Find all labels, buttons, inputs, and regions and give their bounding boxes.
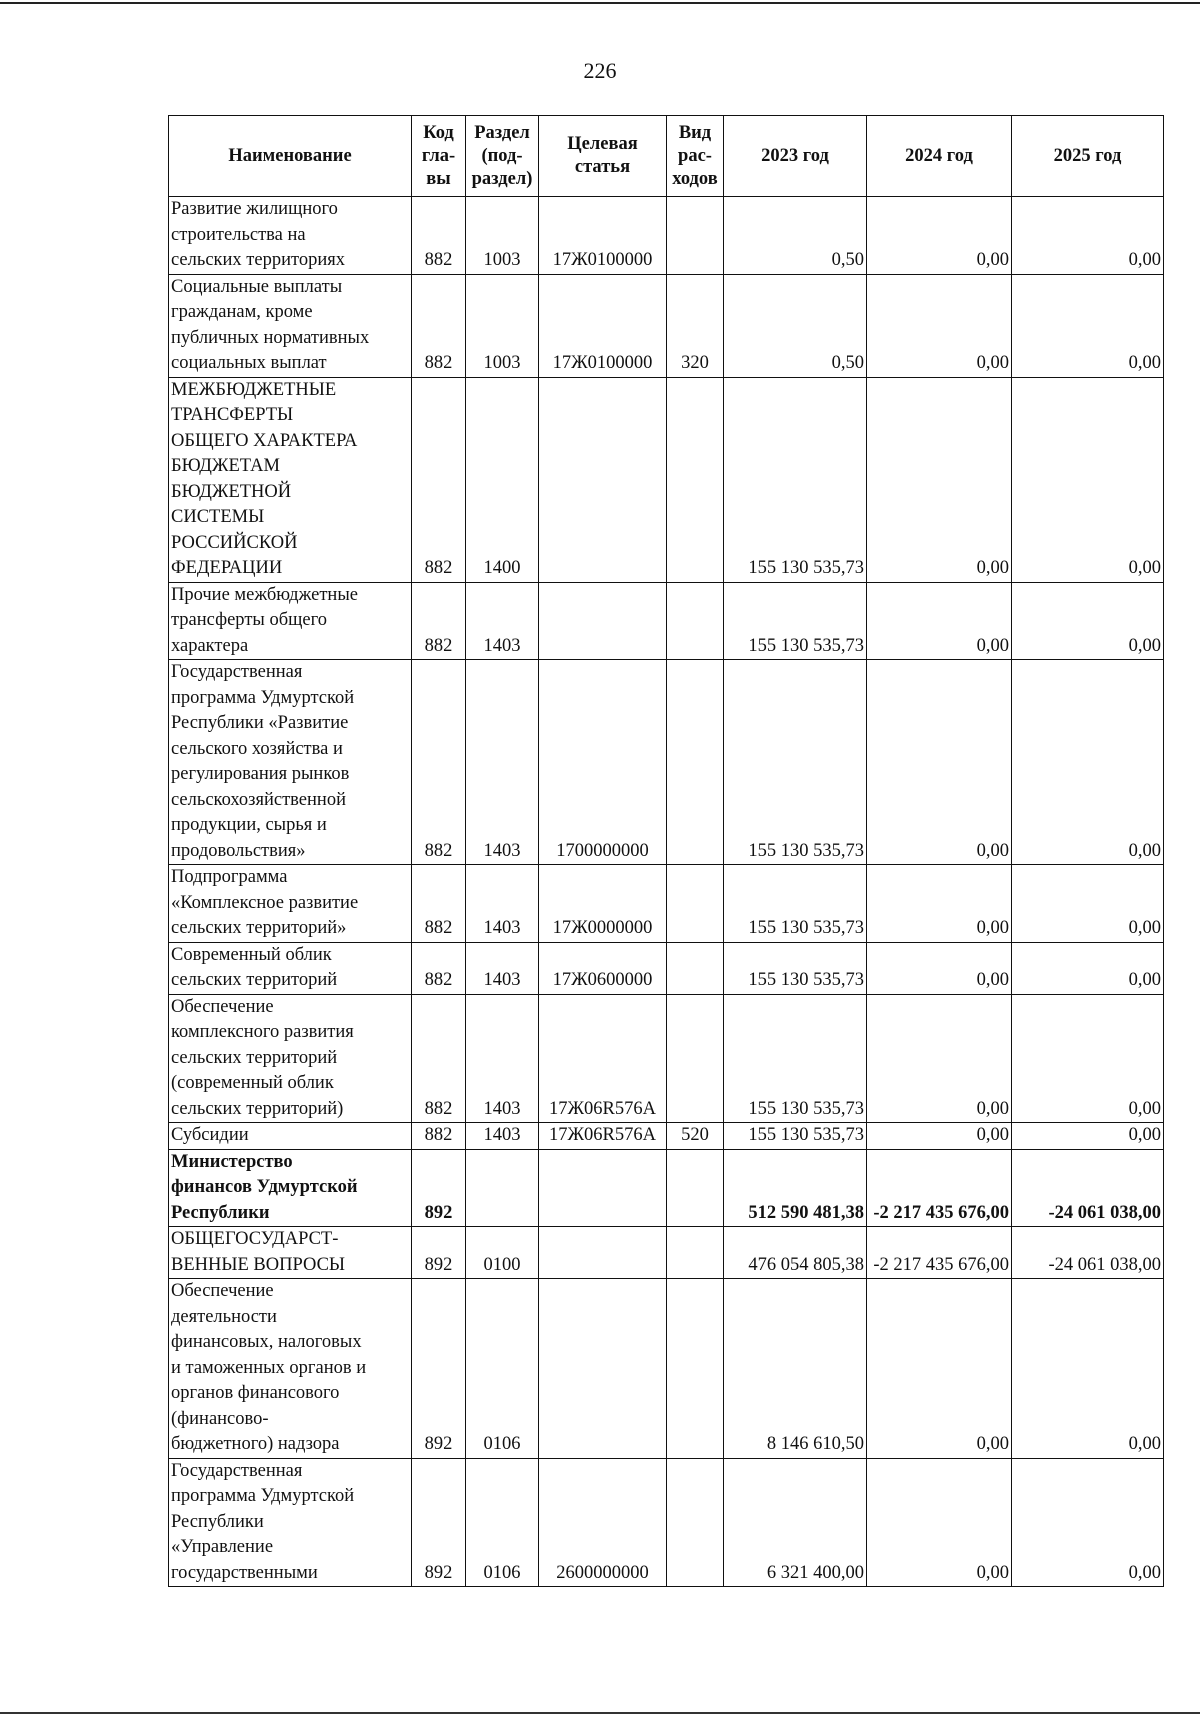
cell-expense-type bbox=[667, 660, 724, 865]
cell-amount-2024: 0,00 bbox=[867, 1279, 1012, 1459]
cell-target-article: 17Ж0000000 bbox=[539, 865, 667, 943]
table-row bbox=[169, 660, 1164, 865]
cell-amount-2023: 155 130 535,73 bbox=[724, 582, 867, 660]
cell-section bbox=[466, 1149, 539, 1227]
cell-chapter-code: 892 bbox=[412, 1149, 466, 1227]
header-chapter-line: вы bbox=[426, 168, 451, 189]
cell-chapter-code: 882 bbox=[412, 197, 466, 275]
table-row bbox=[169, 274, 1164, 377]
cell-name-line: СИСТЕМЫ bbox=[171, 507, 265, 527]
cell-name-line: сельскохозяйственной bbox=[171, 789, 346, 810]
cell-name-line: Подпрограмма bbox=[171, 867, 288, 887]
cell-amount-2023: 155 130 535,73 bbox=[724, 994, 867, 1123]
cell-target-article bbox=[539, 1227, 667, 1279]
cell-amount-2023: 8 146 610,50 bbox=[724, 1279, 867, 1459]
cell-name-line: Прочие межбюджетные bbox=[171, 584, 358, 605]
cell-name-line: Министерство bbox=[171, 1151, 293, 1172]
cell-name-line: программа Удмуртской bbox=[171, 1486, 355, 1506]
cell-target-article bbox=[539, 1149, 667, 1227]
cell-expense-type bbox=[667, 377, 724, 582]
cell-amount-2025: -24 061 038,00 bbox=[1012, 1149, 1164, 1227]
cell-expense-type: 520 bbox=[667, 1123, 724, 1150]
cell-amount-2024: 0,00 bbox=[867, 582, 1012, 660]
cell-chapter-code: 882 bbox=[412, 865, 466, 943]
cell-amount-2023: 155 130 535,73 bbox=[724, 1123, 867, 1150]
cell-name-line: сельских территорий» bbox=[171, 918, 347, 938]
header-section-line: Раздел bbox=[474, 122, 530, 143]
cell-chapter-code: 892 bbox=[412, 1458, 466, 1587]
cell-amount-2025: 0,00 bbox=[1012, 1279, 1164, 1459]
cell-name-line: деятельности bbox=[171, 1306, 277, 1327]
cell-chapter-code: 882 bbox=[412, 994, 466, 1123]
header-year-2023: 2023 год bbox=[724, 116, 867, 197]
cell-amount-2023: 155 130 535,73 bbox=[724, 377, 867, 582]
table-header-row bbox=[169, 116, 1164, 197]
cell-chapter-code: 892 bbox=[412, 1279, 466, 1459]
cell-amount-2023: 155 130 535,73 bbox=[724, 942, 867, 994]
cell-name-line: сельского хозяйства и bbox=[171, 738, 343, 759]
cell-name-line: Социальные выплаты bbox=[171, 276, 343, 297]
header-type-line: ходов bbox=[672, 168, 718, 189]
cell-name-line: «Комплексное развитие bbox=[171, 892, 359, 913]
cell-section: 1003 bbox=[466, 197, 539, 275]
cell-name bbox=[169, 582, 412, 660]
cell-amount-2023: 0,50 bbox=[724, 197, 867, 275]
cell-amount-2025: 0,00 bbox=[1012, 582, 1164, 660]
header-section bbox=[466, 116, 539, 197]
cell-amount-2024: -2 217 435 676,00 bbox=[867, 1227, 1012, 1279]
cell-amount-2025: -24 061 038,00 bbox=[1012, 1227, 1164, 1279]
table-row bbox=[169, 582, 1164, 660]
table-row bbox=[169, 1149, 1164, 1227]
header-target-line: Целевая bbox=[567, 134, 638, 154]
cell-expense-type bbox=[667, 197, 724, 275]
cell-name-line: (современный облик bbox=[171, 1073, 334, 1093]
cell-name bbox=[169, 377, 412, 582]
header-target-line: статья bbox=[574, 157, 631, 177]
cell-name-line: Государственная bbox=[171, 1460, 303, 1481]
cell-chapter-code: 882 bbox=[412, 942, 466, 994]
cell-name-line: Субсидии bbox=[171, 1125, 249, 1145]
header-chapter-line: гла- bbox=[421, 145, 456, 166]
cell-amount-2024: 0,00 bbox=[867, 994, 1012, 1123]
cell-amount-2024: 0,00 bbox=[867, 197, 1012, 275]
cell-name bbox=[169, 660, 412, 865]
cell-chapter-code: 892 bbox=[412, 1227, 466, 1279]
cell-target-article: 17Ж0100000 bbox=[539, 197, 667, 275]
cell-section: 1403 bbox=[466, 1123, 539, 1150]
header-type-line: Вид bbox=[678, 122, 712, 143]
bottom-border-line bbox=[0, 1712, 1200, 1714]
cell-name bbox=[169, 197, 412, 275]
cell-name-line: Республики bbox=[171, 1511, 264, 1532]
cell-target-article: 1700000000 bbox=[539, 660, 667, 865]
cell-name-line: БЮДЖЕТНОЙ bbox=[171, 481, 292, 502]
cell-amount-2023: 6 321 400,00 bbox=[724, 1458, 867, 1587]
cell-amount-2025: 0,00 bbox=[1012, 660, 1164, 865]
cell-target-article: 17Ж0600000 bbox=[539, 942, 667, 994]
cell-target-article: 2600000000 bbox=[539, 1458, 667, 1587]
cell-name-line: органов финансового bbox=[171, 1383, 340, 1403]
cell-name bbox=[169, 274, 412, 377]
cell-name-line: характера bbox=[171, 635, 249, 656]
cell-chapter-code: 882 bbox=[412, 660, 466, 865]
cell-target-article bbox=[539, 582, 667, 660]
cell-chapter-code: 882 bbox=[412, 582, 466, 660]
cell-section: 1403 bbox=[466, 942, 539, 994]
cell-amount-2024: 0,00 bbox=[867, 942, 1012, 994]
cell-name-line: гражданам, кроме bbox=[171, 302, 313, 322]
cell-name-line: сельских территорий bbox=[171, 1047, 338, 1068]
cell-name-line: ТРАНСФЕРТЫ bbox=[171, 405, 294, 425]
table-body bbox=[169, 197, 1164, 1587]
budget-table bbox=[168, 115, 1164, 1587]
cell-name-line: трансферты общего bbox=[171, 610, 327, 630]
cell-target-article: 17Ж0100000 bbox=[539, 274, 667, 377]
cell-expense-type bbox=[667, 582, 724, 660]
cell-amount-2023: 476 054 805,38 bbox=[724, 1227, 867, 1279]
cell-name-line: ФЕДЕРАЦИИ bbox=[171, 558, 283, 578]
cell-name-line: Республики «Развитие bbox=[171, 713, 349, 733]
cell-chapter-code: 882 bbox=[412, 274, 466, 377]
cell-amount-2023: 0,50 bbox=[724, 274, 867, 377]
top-border-line bbox=[0, 2, 1200, 4]
cell-name-line: Обеспечение bbox=[171, 1281, 274, 1301]
cell-name-line: ВЕННЫЕ ВОПРОСЫ bbox=[171, 1254, 346, 1275]
header-year-2025: 2025 год bbox=[1012, 116, 1164, 197]
cell-expense-type: 320 bbox=[667, 274, 724, 377]
cell-name-line: социальных выплат bbox=[171, 353, 327, 373]
cell-section: 1403 bbox=[466, 865, 539, 943]
cell-amount-2025: 0,00 bbox=[1012, 994, 1164, 1123]
cell-name bbox=[169, 994, 412, 1123]
cell-section: 0106 bbox=[466, 1279, 539, 1459]
cell-name-line: (финансово- bbox=[171, 1408, 269, 1429]
cell-amount-2025: 0,00 bbox=[1012, 865, 1164, 943]
cell-name-line: Республики bbox=[171, 1202, 270, 1223]
cell-section: 1403 bbox=[466, 660, 539, 865]
cell-name-line: сельских территориях bbox=[171, 250, 345, 270]
cell-amount-2024: 0,00 bbox=[867, 660, 1012, 865]
cell-amount-2023: 155 130 535,73 bbox=[724, 660, 867, 865]
cell-name-line: бюджетного) надзора bbox=[171, 1434, 340, 1454]
table-row bbox=[169, 1123, 1164, 1150]
cell-name-line: «Управление bbox=[171, 1537, 274, 1557]
cell-section: 1400 bbox=[466, 377, 539, 582]
cell-section: 1403 bbox=[466, 582, 539, 660]
cell-name-line: БЮДЖЕТАМ bbox=[171, 456, 280, 476]
header-chapter-code bbox=[412, 116, 466, 197]
cell-name-line: государственными bbox=[171, 1562, 318, 1583]
cell-amount-2024: 0,00 bbox=[867, 1123, 1012, 1150]
cell-section: 0100 bbox=[466, 1227, 539, 1279]
cell-target-article: 17Ж06R576A bbox=[539, 1123, 667, 1150]
table-row bbox=[169, 942, 1164, 994]
cell-name-line: Обеспечение bbox=[171, 996, 274, 1017]
header-name: Наименование bbox=[169, 116, 412, 197]
table-row bbox=[169, 994, 1164, 1123]
cell-amount-2025: 0,00 bbox=[1012, 1458, 1164, 1587]
cell-section: 1003 bbox=[466, 274, 539, 377]
cell-section: 0106 bbox=[466, 1458, 539, 1587]
cell-name-line: регулирования рынков bbox=[171, 764, 350, 784]
cell-name-line: программа Удмуртской bbox=[171, 687, 355, 708]
cell-expense-type bbox=[667, 994, 724, 1123]
table-row bbox=[169, 1458, 1164, 1587]
table-row bbox=[169, 865, 1164, 943]
cell-name bbox=[169, 865, 412, 943]
table-row bbox=[169, 197, 1164, 275]
cell-target-article: 17Ж06R576A bbox=[539, 994, 667, 1123]
cell-name-line: Современный облик bbox=[171, 944, 332, 965]
cell-target-article bbox=[539, 1279, 667, 1459]
cell-name bbox=[169, 942, 412, 994]
cell-name-line: строительства на bbox=[171, 224, 306, 245]
cell-name-line: Государственная bbox=[171, 662, 303, 682]
cell-name bbox=[169, 1149, 412, 1227]
cell-name-line: продовольствия» bbox=[171, 840, 306, 861]
header-year-2024: 2024 год bbox=[867, 116, 1012, 197]
header-chapter-line: Код bbox=[423, 122, 454, 143]
cell-name bbox=[169, 1123, 412, 1150]
header-expense-type bbox=[667, 116, 724, 197]
cell-expense-type bbox=[667, 1279, 724, 1459]
cell-amount-2025: 0,00 bbox=[1012, 942, 1164, 994]
cell-name-line: финансов Удмуртской bbox=[171, 1177, 358, 1197]
cell-amount-2024: -2 217 435 676,00 bbox=[867, 1149, 1012, 1227]
cell-expense-type bbox=[667, 865, 724, 943]
cell-name-line: ОБЩЕГО ХАРАКТЕРА bbox=[171, 430, 358, 451]
cell-name-line: комплексного развития bbox=[171, 1022, 354, 1042]
cell-expense-type bbox=[667, 1227, 724, 1279]
cell-amount-2025: 0,00 bbox=[1012, 377, 1164, 582]
cell-amount-2024: 0,00 bbox=[867, 865, 1012, 943]
cell-expense-type bbox=[667, 1149, 724, 1227]
cell-expense-type bbox=[667, 1458, 724, 1587]
cell-amount-2023: 512 590 481,38 bbox=[724, 1149, 867, 1227]
cell-amount-2025: 0,00 bbox=[1012, 197, 1164, 275]
cell-name-line: финансовых, налоговых bbox=[171, 1332, 362, 1352]
cell-name-line: сельских территорий bbox=[171, 970, 338, 990]
header-type-line: рас- bbox=[678, 145, 712, 166]
cell-amount-2024: 0,00 bbox=[867, 1458, 1012, 1587]
page-number: 226 bbox=[583, 58, 617, 83]
table-row bbox=[169, 377, 1164, 582]
cell-name-line: РОССИЙСКОЙ bbox=[171, 532, 298, 553]
cell-amount-2025: 0,00 bbox=[1012, 274, 1164, 377]
cell-section: 1403 bbox=[466, 994, 539, 1123]
cell-name-line: Развитие жилищного bbox=[171, 199, 338, 219]
cell-target-article bbox=[539, 377, 667, 582]
table-row bbox=[169, 1227, 1164, 1279]
cell-amount-2024: 0,00 bbox=[867, 274, 1012, 377]
cell-name bbox=[169, 1227, 412, 1279]
cell-amount-2024: 0,00 bbox=[867, 377, 1012, 582]
cell-name-line: продукции, сырья и bbox=[171, 815, 327, 835]
cell-expense-type bbox=[667, 942, 724, 994]
cell-name bbox=[169, 1279, 412, 1459]
cell-name-line: публичных нормативных bbox=[171, 327, 370, 348]
header-section-line: (под- bbox=[481, 145, 523, 166]
cell-name-line: сельских территорий) bbox=[171, 1098, 344, 1119]
cell-amount-2023: 155 130 535,73 bbox=[724, 865, 867, 943]
cell-chapter-code: 882 bbox=[412, 377, 466, 582]
cell-chapter-code: 882 bbox=[412, 1123, 466, 1150]
header-target-article bbox=[539, 116, 667, 197]
cell-name bbox=[169, 1458, 412, 1587]
cell-name-line: и таможенных органов и bbox=[171, 1357, 367, 1378]
cell-name-line: ОБЩЕГОСУДАРСТ- bbox=[171, 1229, 339, 1249]
header-section-line: раздел) bbox=[471, 168, 533, 189]
cell-name-line: МЕЖБЮДЖЕТНЫЕ bbox=[171, 379, 337, 400]
cell-amount-2025: 0,00 bbox=[1012, 1123, 1164, 1150]
table-row bbox=[169, 1279, 1164, 1459]
